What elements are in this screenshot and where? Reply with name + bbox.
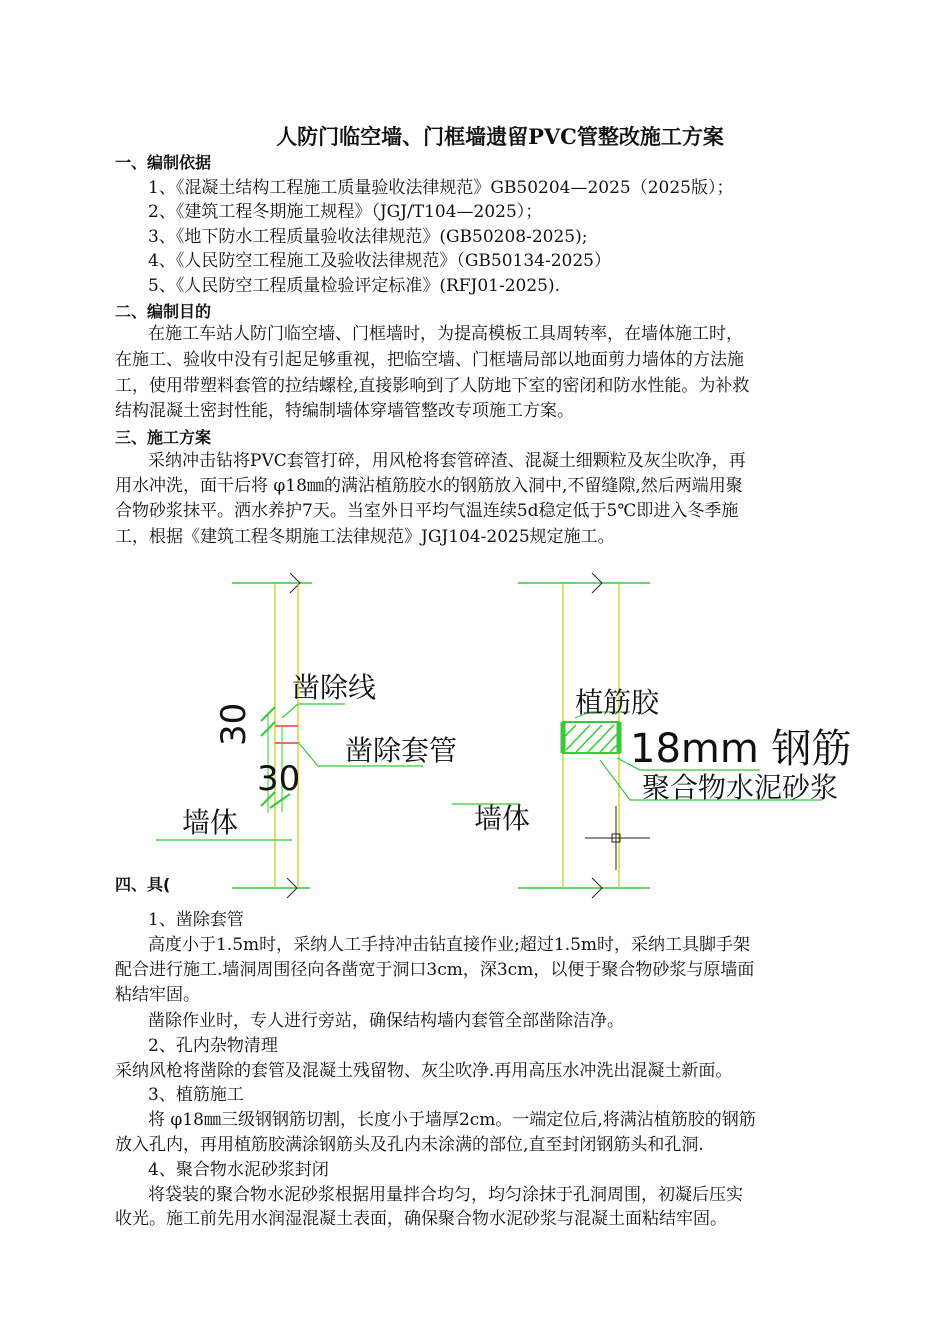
plan-text-line: 采纳冲击钻将PVC套管打碎，用风枪将套管碎渣、混凝土细颗粒及灰尘吹净，再 [148,451,746,471]
details-text-line: 采纳风枪将凿除的套管及混凝土残留物、灰尘吹净.再用高压水冲洗出混凝土新面。 [115,1061,733,1081]
dimension-bottom-value: 30 [257,759,301,799]
plan-text-line: 用水冲洗，面干后将 φ18㎜的满沾植筋胶水的钢筋放入洞中,不留缝隙,然后两端用聚 [115,476,743,496]
subheading-rebar: 3、植筋施工 [148,1085,244,1105]
section-heading-plan: 三、施工方案 [115,428,212,447]
subheading-chisel: 1、凿除套管 [148,910,244,930]
plan-text-line: 合物砂浆抹平。洒水养护7天。当室外日平均气温连续5d稳定低于5℃即进入冬季施 [115,501,739,521]
basis-item: 3、《地下防水工程质量验收法律规范》(GB50208-2025); [148,227,588,247]
details-text-line: 凿除作业时，专人进行旁站，确保结构墙内套管全部凿除洁净。 [148,1011,624,1031]
glue-label: 植筋胶 [575,686,660,719]
basis-item: 1、《混凝土结构工程施工质量验收法律规范》GB50204—2025（2025版）； [148,178,734,198]
details-text-line: 将袋装的聚合物水泥砂浆根据用量拌合均匀，均匀涂抹于孔洞周围，初凝后压实 [148,1185,743,1205]
details-text-line: 放入孔内，再用植筋胶满涂钢筋头及孔内未涂满的部位,直至封闭钢筋头和孔洞. [115,1135,704,1155]
wall-label-left: 墙体 [182,806,239,839]
section-heading-details: 四、具( [115,875,171,894]
chisel-pipe-label: 凿除套管 [345,734,458,767]
chisel-line-label: 凿除线 [292,671,377,704]
details-text-line: 配合进行施工.墙洞周围径向各凿宽于洞口3cm，深3cm，以便于聚合物砂浆与原墙面 [115,960,755,980]
subheading-cleaning: 2、孔内杂物清理 [148,1036,278,1056]
wall-label-right: 墙体 [474,802,531,835]
basis-item: 4、《人民防空工程施工及验收法律规范》（GB50134-2025） [148,251,611,271]
plan-text-line: 工，根据《建筑工程冬期施工法律规范》JGJ104-2025规定施工。 [115,527,615,547]
purpose-text-line: 在施工车站人防门临空墙、门框墙时，为提高模板工具周转率，在墙体施工时， [148,324,743,344]
details-text-line: 粘结牢固。 [115,985,200,1005]
document-title: 人防门临空墙、门框墙遗留PVC管整改施工方案 [276,124,724,149]
subheading-sealing: 4、聚合物水泥砂浆封闭 [148,1160,329,1180]
section-heading-basis: 一、编制依据 [115,153,212,172]
mortar-label: 聚合物水泥砂浆 [642,771,839,804]
purpose-text-line: 结构混凝土密封性能，特编制墙体穿墙管整改专项施工方案。 [115,401,574,421]
basis-item: 5、《人民防空工程质量检验评定标准》(RFJ01-2025). [148,276,561,296]
basis-item: 2、《建筑工程冬期施工规程》（JGJ/T104—2025）； [148,202,543,222]
purpose-text-line: 在施工、验收中没有引起足够重视，把临空墙、门框墙局部以地面剪力墙体的方法施 [115,350,744,370]
construction-detail-figure [0,560,950,900]
purpose-text-line: 工，使用带塑料套管的拉结螺栓,直接影响到了人防地下室的密闭和防水性能。为补救 [115,376,750,396]
section-heading-purpose: 二、编制目的 [115,302,212,321]
rebar-label: 18mm 钢筋 [630,726,852,772]
details-text-line: 高度小于1.5m时，采纳人工手持冲击钻直接作业;超过1.5m时，采纳工具脚手架 [148,935,751,955]
dimension-top-value: 30 [214,702,254,746]
details-text-line: 收光。施工前先用水润湿混凝土表面，确保聚合物水泥砂浆与混凝土面粘结牢固。 [115,1209,727,1229]
details-text-line: 将 φ18㎜三级钢钢筋切割，长度小于墙厚2cm。一端定位后,将满沾植筋胶的钢筋 [148,1110,756,1130]
